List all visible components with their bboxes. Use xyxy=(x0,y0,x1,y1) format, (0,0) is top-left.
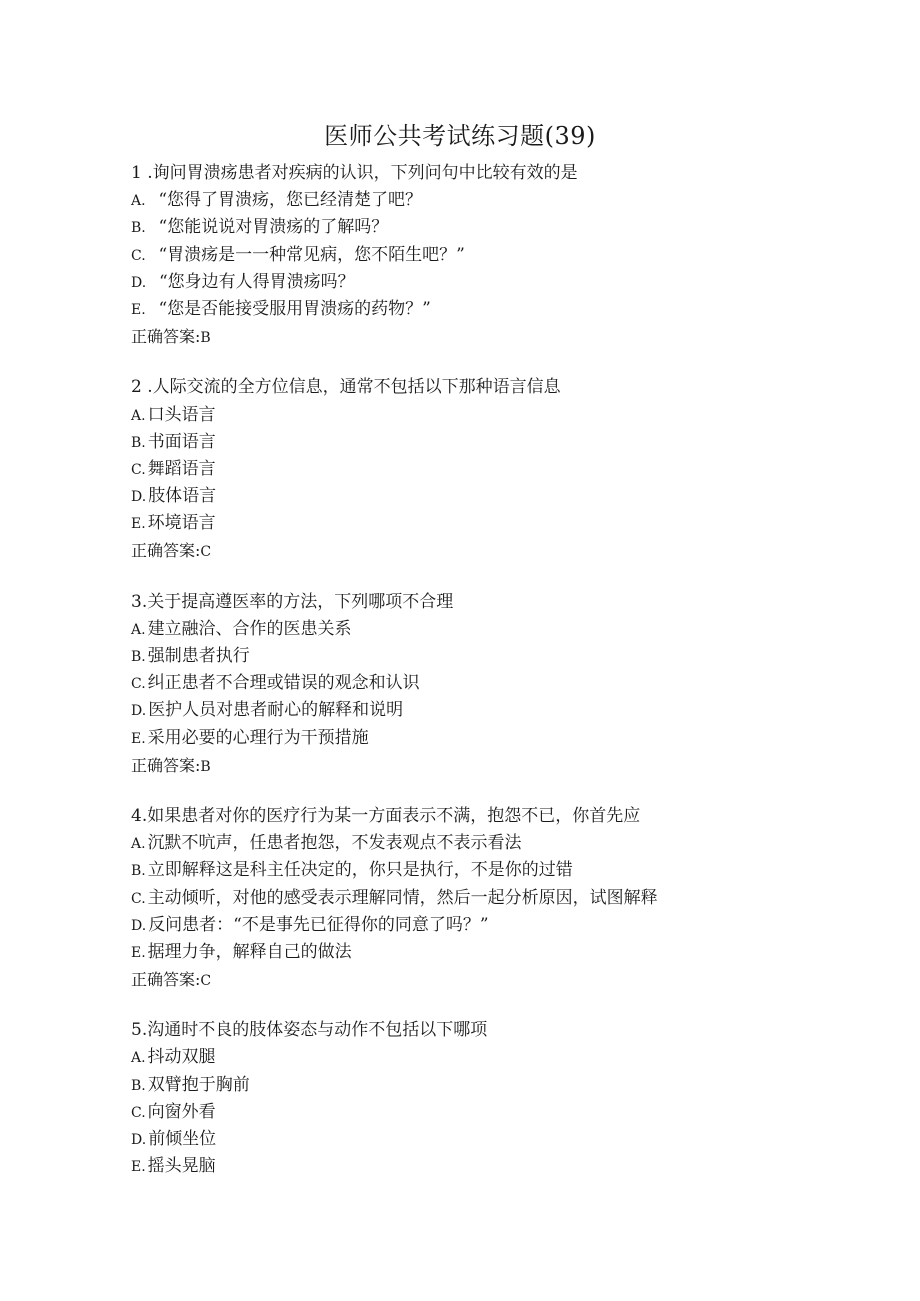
option-b xyxy=(131,429,871,456)
option-a xyxy=(131,187,871,214)
option-d xyxy=(131,483,871,510)
answer-value: C xyxy=(200,544,212,561)
option-text: “您身边有人得胃溃疡吗？ xyxy=(148,271,355,292)
question-stem: 4.如果患者对你的医疗行为某一方面表示不满，抱怨不已，你首先应 xyxy=(131,805,641,826)
option-c xyxy=(131,242,871,269)
option-text: 医护人员对患者耐心的解释和说明 xyxy=(148,700,404,721)
option-letter: E. xyxy=(131,1159,146,1176)
option-a xyxy=(131,616,871,643)
option-b xyxy=(131,1072,871,1099)
option-d xyxy=(131,912,871,939)
option-text: 前倾坐位 xyxy=(148,1129,217,1149)
question-4 xyxy=(131,803,871,993)
option-e xyxy=(131,510,871,537)
option-letter: B. xyxy=(131,220,146,237)
option-letter: D. xyxy=(131,917,147,934)
option-text: “胃溃疡是一一种常见病，您不陌生吧？” xyxy=(147,244,465,265)
correct-answer xyxy=(131,323,871,350)
option-text: “您得了胃溃疡，您已经清楚了吧？ xyxy=(147,190,423,211)
option-c xyxy=(131,885,871,912)
option-letter: D. xyxy=(131,1132,147,1148)
question-2 xyxy=(131,374,871,564)
option-letter: C. xyxy=(131,1104,146,1121)
question-list xyxy=(131,160,871,1204)
option-text: 主动倾听，对他的感受表示理解同情，然后一起分析原因，试图解释 xyxy=(147,887,658,908)
option-letter: A. xyxy=(131,1050,146,1067)
option-text: 纠正患者不合理或错误的观念和认识 xyxy=(147,673,420,694)
option-letter: C. xyxy=(131,676,146,693)
option-c xyxy=(131,1099,871,1126)
option-b xyxy=(131,214,871,241)
option-d xyxy=(131,1126,871,1153)
answer-label: 正确答案: xyxy=(131,327,201,347)
question-stem: 1 .询问胃溃疡患者对疾病的认识，下列问句中比较有效的是 xyxy=(131,163,578,183)
option-letter: D. xyxy=(131,703,147,720)
option-letter: E. xyxy=(131,301,146,318)
option-text: “您是否能接受服用胃溃疡的药物？” xyxy=(147,298,431,319)
option-letter: E. xyxy=(131,944,146,961)
answer-label: 正确答案: xyxy=(131,755,201,775)
option-letter: E. xyxy=(131,730,146,747)
option-letter: A. xyxy=(131,407,146,424)
option-text: 双臂抱于胸前 xyxy=(147,1074,250,1095)
question-3 xyxy=(131,589,871,779)
option-d xyxy=(131,697,871,724)
option-c xyxy=(131,456,871,483)
option-letter: A. xyxy=(131,193,146,210)
option-text: 环境语言 xyxy=(147,513,216,534)
option-text: 沉默不吭声，任患者抱怨，不发表观点不表示看法 xyxy=(147,833,522,854)
option-a xyxy=(131,1044,871,1071)
correct-answer xyxy=(131,537,871,564)
option-text: 口头语言 xyxy=(147,404,216,425)
answer-value: B xyxy=(200,330,211,347)
option-a xyxy=(131,830,871,857)
option-letter: B. xyxy=(131,649,146,665)
option-text: 据理力争，解释自己的做法 xyxy=(147,941,352,962)
option-text: 摇头晃脑 xyxy=(147,1156,216,1177)
correct-answer xyxy=(131,752,871,779)
option-letter: A. xyxy=(131,836,146,853)
option-e xyxy=(131,296,871,323)
answer-label: 正确答案: xyxy=(131,541,201,561)
option-letter: C. xyxy=(131,461,146,478)
option-letter: E. xyxy=(131,516,146,533)
option-text: 立即解释这是科主任决定的，你只是执行，不是你的过错 xyxy=(147,860,573,881)
question-5 xyxy=(131,1017,871,1180)
option-letter: C. xyxy=(131,890,146,907)
option-a xyxy=(131,402,871,429)
answer-value: B xyxy=(200,758,211,775)
option-d xyxy=(131,269,871,296)
option-text: 反问患者：“不是事先已征得你的同意了吗？” xyxy=(148,914,489,935)
option-text: 肢体语言 xyxy=(148,486,217,507)
question-stem: 3.关于提高遵医率的方法，下列哪项不合理 xyxy=(131,591,454,612)
option-letter: B. xyxy=(131,1077,146,1094)
question-stem: 5.沟通时不良的肢体姿态与动作不包括以下哪项 xyxy=(131,1020,488,1041)
option-e xyxy=(131,725,871,752)
option-b xyxy=(131,643,871,670)
option-letter: C. xyxy=(131,247,146,264)
option-text: 向窗外看 xyxy=(147,1101,216,1122)
option-e xyxy=(131,1153,871,1180)
option-b xyxy=(131,857,871,884)
option-text: 舞蹈语言 xyxy=(147,458,216,479)
answer-value: C xyxy=(200,973,212,990)
option-letter: D. xyxy=(131,489,147,506)
option-text: 强制患者执行 xyxy=(147,646,250,666)
question-1 xyxy=(131,160,871,350)
option-text: 书面语言 xyxy=(147,431,216,452)
option-text: “您能说说对胃溃疡的了解吗？ xyxy=(147,217,389,238)
correct-answer xyxy=(131,966,871,993)
option-text: 抖动双腿 xyxy=(147,1047,216,1068)
option-letter: A. xyxy=(131,621,146,638)
question-stem: 2 .人际交流的全方位信息，通常不包括以下那种语言信息 xyxy=(131,377,561,398)
option-text: 采用必要的心理行为干预措施 xyxy=(147,727,369,748)
option-e xyxy=(131,939,871,966)
option-letter: D. xyxy=(131,274,147,291)
option-text: 建立融洽、合作的医患关系 xyxy=(147,618,352,639)
answer-label: 正确答案: xyxy=(131,970,201,990)
option-letter: B. xyxy=(131,434,146,451)
option-c xyxy=(131,670,871,697)
document-title: 医师公共考试练习题(39) xyxy=(324,122,596,150)
option-letter: B. xyxy=(131,863,146,880)
